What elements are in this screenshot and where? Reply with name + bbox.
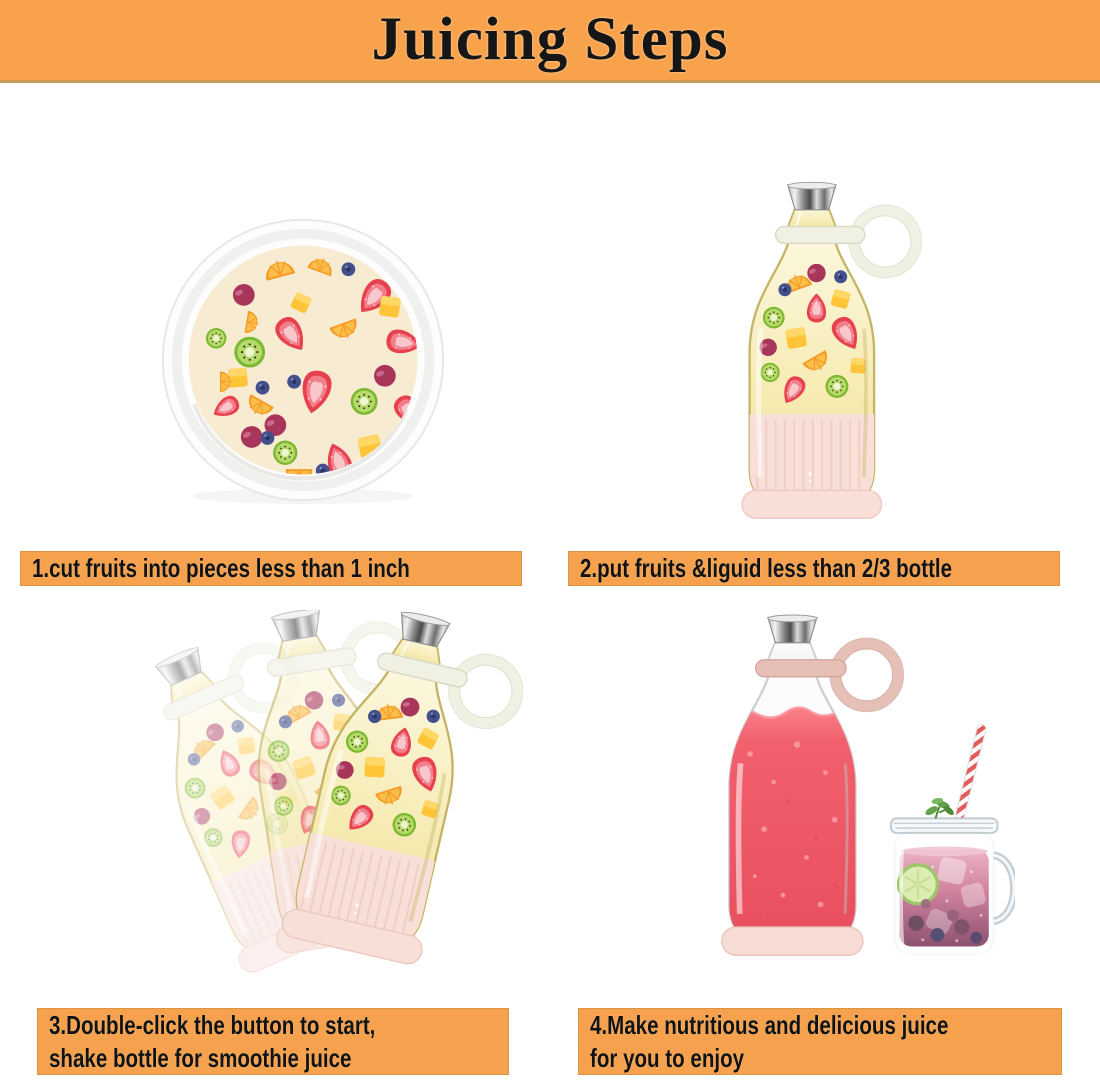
step-1-caption xyxy=(20,551,522,586)
step-3-caption xyxy=(37,1008,509,1075)
mint-sprig xyxy=(924,797,955,818)
step-3-caption-line1: 3.Double-click the button to start, xyxy=(49,1009,376,1040)
step-2-caption-text: 2.put fruits &liguid less than 2/3 bottle xyxy=(580,553,953,583)
step-3-caption-line2: shake bottle for smoothie juice xyxy=(49,1042,352,1073)
white-bowl xyxy=(163,220,443,500)
header-banner xyxy=(0,0,1100,83)
smoothie-and-jar-illustration xyxy=(690,605,1015,993)
step-3-image xyxy=(133,610,523,1006)
step-2-caption xyxy=(568,551,1060,586)
striped-straw xyxy=(955,724,987,820)
step-4-image xyxy=(690,605,1015,993)
blender-bottle xyxy=(742,182,921,518)
page-title: Juicing Steps xyxy=(371,6,729,73)
step-4-caption-line2: for you to enjoy xyxy=(590,1042,745,1073)
step-1-image xyxy=(155,212,451,508)
fruit-bowl-illustration xyxy=(155,212,451,508)
jar-handle xyxy=(994,855,1014,921)
step-1-caption-text: 1.cut fruits into pieces less than 1 inch xyxy=(32,553,410,583)
shaking-bottles-illustration xyxy=(133,610,523,1006)
step-2-image xyxy=(705,180,928,524)
blender-bottle-illustration xyxy=(705,180,928,524)
mason-jar-mug xyxy=(891,724,1014,954)
step-4-caption xyxy=(578,1008,1062,1075)
jar-glass xyxy=(895,832,994,954)
step-4-caption-line1: 4.Make nutritious and delicious juice xyxy=(590,1009,949,1040)
smoothie-bottle xyxy=(722,615,904,955)
